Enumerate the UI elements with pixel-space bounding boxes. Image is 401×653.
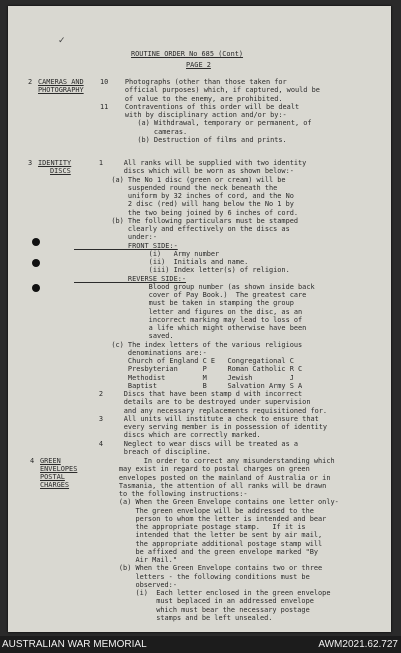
footer-accession-number: AWM2021.62.727 xyxy=(318,639,398,650)
body-line: cameras. xyxy=(100,127,188,136)
body-line: (b) Destruction of films and prints. xyxy=(100,135,287,144)
body-line: the appropriate postage stamp. If it is xyxy=(94,523,306,531)
body-line: (ii) Initials and name. xyxy=(74,258,249,266)
section-heading-line: CAMERAS AND xyxy=(38,78,84,86)
body-line: Air Mail." xyxy=(94,556,177,564)
body-line: Baptist B Salvation Army S A xyxy=(74,381,303,390)
body-line: 1 All ranks will be supplied with two identity xyxy=(74,159,307,167)
body-line: Blood group number (as shown inside back xyxy=(74,282,315,291)
body-line: FRONT SIDE:- xyxy=(74,241,178,250)
document-title: ROUTINE ORDER No 685 (Cont) xyxy=(131,50,244,58)
body-line: saved. xyxy=(74,332,174,341)
body-line: and any necessary replacements requisitioned for. xyxy=(74,406,328,415)
body-line: discs which will be worn as shown below:- xyxy=(74,167,294,176)
body-line: (i) Army number xyxy=(74,249,220,258)
page-label: PAGE 2 xyxy=(186,61,211,69)
body-line: must beplaced in an addressed envelope xyxy=(94,597,314,606)
section-number: 3 xyxy=(28,159,33,167)
body-line: the two being joined by 6 inches of cord. xyxy=(74,208,299,217)
footer-source: AUSTRALIAN WAR MEMORIAL xyxy=(2,639,147,650)
section-number: 2 xyxy=(28,78,33,86)
body-line: a life which might otherwise have been xyxy=(74,324,307,332)
body-line: incorrect marking may lead to loss of xyxy=(74,315,303,324)
body-line: breach of discipline. xyxy=(74,447,211,456)
body-line: clearly and effectively on the discs as xyxy=(74,225,290,233)
section-heading-line: DISCS xyxy=(50,167,71,175)
body-line: discs which are correctly marked. xyxy=(74,431,261,440)
body-line: must be taken in stamping the group xyxy=(74,299,294,308)
body-line: (a) The No 1 disc (green or cream) will be xyxy=(74,175,286,184)
body-line: (i) Each letter enclosed in the green envelope xyxy=(94,589,331,597)
body-line: Church of England C E Congregational C xyxy=(74,357,294,365)
punch-hole xyxy=(32,238,40,246)
punch-hole xyxy=(32,259,40,267)
section-heading-line: PHOTOGRAPHY xyxy=(38,86,84,94)
body-line: letter and figures on the disc, as an xyxy=(74,307,303,316)
tick-mark: ✓ xyxy=(58,36,66,46)
body-line: (c) The index letters of the various religious xyxy=(74,340,303,349)
body-line: cover of Pay Book.) The greatest care xyxy=(74,291,307,299)
body-line: be affixed and the green envelope marked "By xyxy=(94,547,319,556)
body-line: intended that the letter be sent by air mail, xyxy=(94,531,323,540)
body-line: under:- xyxy=(74,233,157,242)
body-line: REVERSE SIDE:- xyxy=(74,274,187,283)
body-line: uniform by 32 inches of cord, and the No xyxy=(74,192,294,200)
body-line: 2 Discs that have been stamp d with incorrect xyxy=(74,390,303,398)
body-line: observed:- xyxy=(94,580,177,589)
body-line: every serving member is in possession of identity xyxy=(74,423,328,431)
body-line: with by disciplinary action and/or by:- xyxy=(100,111,287,119)
body-line: to the following instructions:- xyxy=(94,490,248,498)
section-heading-line: CHARGES xyxy=(40,481,70,489)
body-line: details are to be destroyed under supervision xyxy=(74,398,311,407)
body-line: (b) When the Green Envelope contains two or three xyxy=(94,564,323,573)
body-line: 2 disc (red) will hang below the No 1 by xyxy=(74,200,294,209)
section-heading-line: POSTAL xyxy=(40,473,65,481)
body-line: stamps and be left unsealed. xyxy=(94,613,273,622)
body-line: suspended round the neck beneath the xyxy=(74,183,278,192)
body-line: Tasmania, the attention of all ranks will be drawn xyxy=(94,481,327,490)
body-line: (a) Withdrawal, temporary or permanent, of xyxy=(100,119,312,128)
body-line: may exist in regard to postal charges on green xyxy=(94,465,310,474)
body-line: of value to the enemy, are prohibited. xyxy=(100,94,283,103)
body-line: letters - the following conditions must be xyxy=(94,572,310,581)
body-line: (iii) Index letter(s) of religion. xyxy=(74,266,290,275)
body-line: The green envelope will be addressed to the xyxy=(94,506,314,515)
section-body xyxy=(100,78,320,144)
section-heading-line: IDENTITY xyxy=(38,159,72,167)
section-body xyxy=(94,457,339,622)
section-heading-line: GREEN xyxy=(40,457,61,465)
section-number: 4 xyxy=(30,457,35,465)
body-line: (a) When the Green Envelope contains one letter only- xyxy=(94,498,339,507)
body-line: 3 All units will institute a check to ensure that xyxy=(74,414,319,423)
document-page xyxy=(8,6,391,632)
body-line: 10 Photographs (other than those taken for xyxy=(100,78,287,86)
footer-bar xyxy=(0,636,401,653)
body-line: Methodist M Jewish J xyxy=(74,373,294,382)
punch-hole xyxy=(32,284,40,292)
body-line: 11 Contraventions of this order will be dealt xyxy=(100,102,300,111)
section-heading-line: ENVELOPES xyxy=(40,465,78,473)
body-line: the appropriate additional postage stamp will xyxy=(94,539,323,548)
body-line: 4 Neglect to wear discs will be treated as a xyxy=(74,439,299,448)
body-line: official purposes) which, if captured, would be xyxy=(100,86,320,95)
body-line: In order to correct any misunderstanding which xyxy=(94,457,335,465)
body-line: Presbyterian P Roman Catholic R C xyxy=(74,365,303,374)
body-line: denominations are:- xyxy=(74,348,207,357)
body-line: (b) The following particulars must be stamped xyxy=(74,216,299,225)
body-line: envelopes posted on the mainland of Australia or in xyxy=(94,473,331,482)
body-line: which must bear the necessary postage xyxy=(94,605,310,614)
section-body xyxy=(74,159,327,456)
body-line: person to whom the letter is intended and bear xyxy=(94,514,327,523)
